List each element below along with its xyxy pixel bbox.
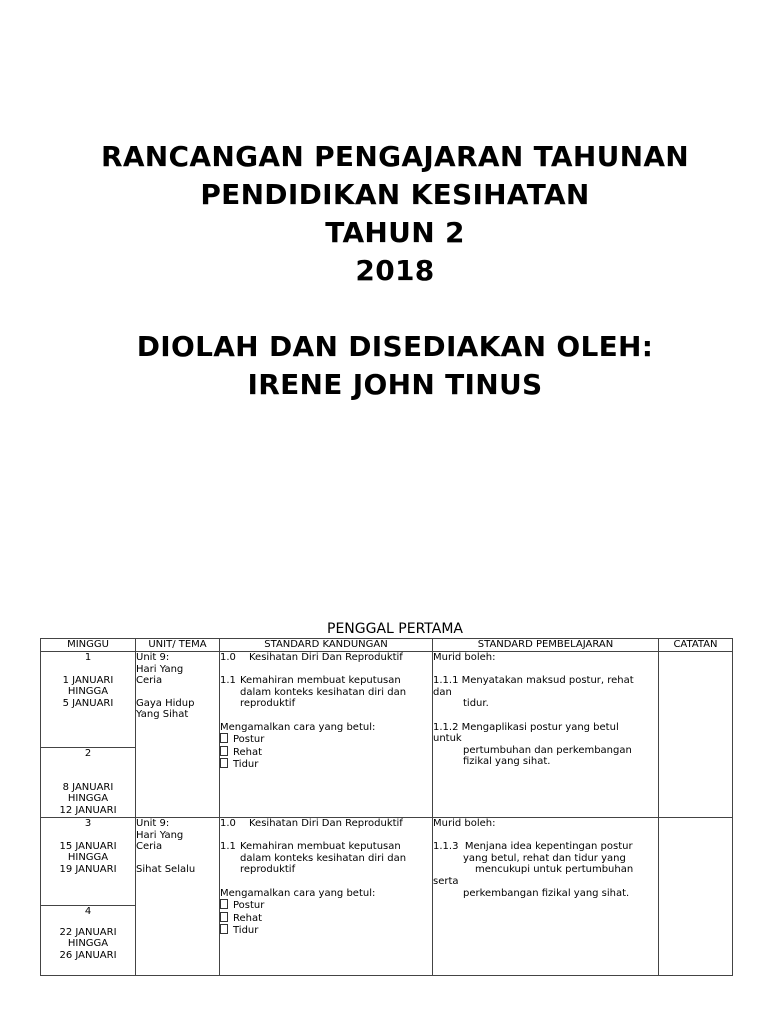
- table-row: [41, 818, 733, 906]
- sp-text: Mengaplikasi postur yang betul: [461, 721, 619, 733]
- sk-code: 1.0: [220, 652, 236, 663]
- bullet-box-icon: [220, 924, 228, 934]
- week-cell: [41, 818, 136, 906]
- title-line-4: 2018: [355, 254, 435, 287]
- sk-practice: Mengamalkan cara yang betul:: [220, 721, 376, 733]
- sk-sub-code: 1.1: [220, 675, 236, 687]
- unit-name: Unit 9:: [136, 818, 170, 829]
- week-cell: [41, 906, 136, 976]
- sp-text: pertumbuhan dan perkembangan: [463, 744, 632, 756]
- standard-pembelajaran-cell: [433, 652, 659, 818]
- title-line-2: PENDIDIKAN KESIHATAN: [200, 178, 590, 211]
- week-date: HINGGA: [67, 938, 109, 950]
- unit-theme: Yang Sihat: [136, 709, 189, 721]
- week-date: 5 JANUARI: [62, 697, 114, 709]
- catatan-cell: [659, 652, 733, 818]
- bullet-box-icon: [220, 899, 228, 909]
- week-date: HINGGA: [67, 793, 109, 805]
- week-cell: [41, 748, 136, 818]
- week-date: HINGGA: [67, 852, 109, 864]
- sp-code: 1.1.2: [433, 721, 459, 733]
- sk-sub-line: reproduktif: [240, 864, 296, 876]
- week-date: 8 JANUARI: [62, 781, 114, 793]
- week-date: 26 JANUARI: [59, 949, 117, 961]
- title-line-1: RANCANGAN PENGAJARAN TAHUNAN: [100, 140, 690, 173]
- sp-text: Menjana idea kepentingan postur: [464, 841, 633, 853]
- sk-item: Tidur: [233, 759, 259, 771]
- header-standard-kandungan: STANDARD KANDUNGAN: [220, 639, 433, 652]
- week-number: 4: [84, 906, 92, 917]
- standard-kandungan-cell: [220, 818, 433, 976]
- unit-theme-cell: [136, 652, 220, 818]
- unit-title: Ceria: [136, 841, 163, 853]
- sk-item: Postur: [233, 900, 265, 912]
- week-cell: [41, 652, 136, 748]
- unit-title: Hari Yang: [136, 829, 184, 841]
- sp-text: fizikal yang sihat.: [463, 756, 551, 768]
- sk-practice: Mengamalkan cara yang betul:: [220, 887, 376, 899]
- sk-sub-line: reproduktif: [240, 698, 296, 710]
- unit-theme-cell: [136, 818, 220, 976]
- header-standard-pembelajaran: STANDARD PEMBELAJARAN: [433, 639, 659, 652]
- author-name: IRENE JOHN TINUS: [247, 368, 543, 401]
- week-date: 19 JANUARI: [59, 863, 117, 875]
- sp-text: untuk: [433, 733, 462, 745]
- unit-theme: Gaya Hidup: [136, 697, 195, 709]
- section-heading: PENGGAL PERTAMA: [327, 621, 463, 637]
- week-date: 15 JANUARI: [59, 840, 117, 852]
- unit-title: Hari Yang: [136, 663, 184, 675]
- unit-name: Unit 9:: [136, 652, 170, 663]
- week-date: 1 JANUARI: [62, 674, 114, 686]
- week-number: 3: [84, 818, 92, 829]
- sk-heading: Kesihatan Diri Dan Reproduktif: [249, 818, 403, 829]
- sk-sub-line: Kemahiran membuat keputusan: [240, 675, 401, 687]
- sp-intro: Murid boleh:: [433, 652, 496, 663]
- title-line-3: TAHUN 2: [325, 216, 465, 249]
- sp-text: serta: [433, 875, 459, 887]
- table-row: [41, 652, 733, 748]
- sp-text: dan: [433, 686, 452, 698]
- sp-intro: Murid boleh:: [433, 818, 496, 829]
- sk-item: Postur: [233, 734, 265, 746]
- sp-text: yang betul, rehat dan tidur yang: [463, 852, 626, 864]
- sk-item: Tidur: [233, 925, 259, 937]
- sk-sub-line: dalam konteks kesihatan diri dan: [240, 852, 407, 864]
- standard-pembelajaran-cell: [433, 818, 659, 976]
- sk-sub-line: dalam konteks kesihatan diri dan: [240, 686, 407, 698]
- week-date: HINGGA: [67, 686, 109, 698]
- sp-code: 1.1.3: [433, 841, 459, 853]
- week-date: 12 JANUARI: [59, 804, 117, 816]
- bullet-box-icon: [220, 758, 228, 768]
- header-unit-tema: UNIT/ TEMA: [136, 639, 220, 652]
- unit-title: Ceria: [136, 675, 163, 687]
- sk-code: 1.0: [220, 818, 236, 829]
- sp-text: tidur.: [463, 698, 489, 710]
- week-number: 1: [84, 652, 92, 663]
- sk-item: Rehat: [233, 746, 263, 758]
- sk-sub-line: Kemahiran membuat keputusan: [240, 841, 401, 853]
- document-title: [0, 138, 768, 404]
- sk-item: Rehat: [233, 912, 263, 924]
- lesson-plan-table: [40, 638, 733, 976]
- standard-kandungan-cell: [220, 652, 433, 818]
- sk-heading: Kesihatan Diri Dan Reproduktif: [249, 652, 403, 663]
- bullet-box-icon: [220, 912, 228, 922]
- sp-text: mencukupi untuk pertumbuhan: [475, 864, 634, 876]
- sp-code: 1.1.1: [433, 675, 459, 687]
- prepared-by-label: DIOLAH DAN DISEDIAKAN OLEH:: [136, 330, 654, 363]
- catatan-cell: [659, 818, 733, 976]
- sp-text: Menyatakan maksud postur, rehat: [461, 675, 634, 687]
- header-catatan: CATATAN: [659, 639, 733, 652]
- sp-text: perkembangan fizikal yang sihat.: [463, 887, 630, 899]
- week-number: 2: [84, 748, 92, 759]
- bullet-box-icon: [220, 733, 228, 743]
- table-header-row: [41, 639, 733, 652]
- week-date: 22 JANUARI: [59, 926, 117, 938]
- sk-sub-code: 1.1: [220, 841, 236, 853]
- header-minggu: MINGGU: [41, 639, 136, 652]
- unit-theme: Sihat Selalu: [136, 863, 196, 875]
- bullet-box-icon: [220, 746, 228, 756]
